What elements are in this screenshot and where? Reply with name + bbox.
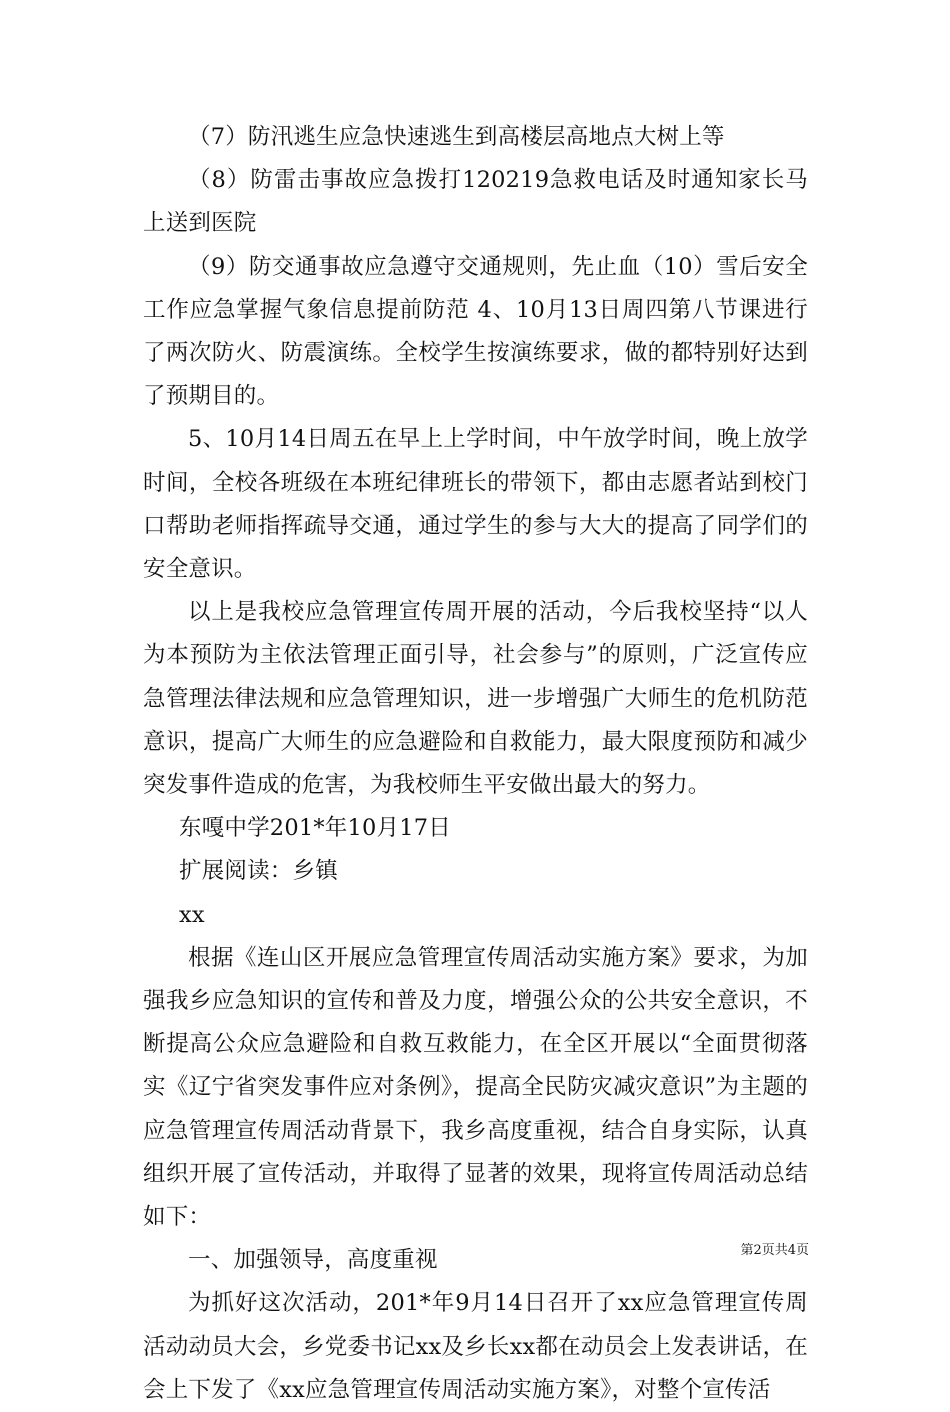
signature-date: 东嘎中学201*年10月17日 bbox=[179, 815, 451, 842]
paragraph-traffic-drill: （9）防交通事故应急遵守交通规则，先止血（10）雪后安全工作应急掌握气象信息提前防范 4、10月13日周四第八节课进行了两次防火、防震演练。全校学生按演练要求，做的都特别好达到了预期目的。 bbox=[143, 253, 808, 410]
paragraph-background: 根据《连山区开展应急管理宣传周活动实施方案》要求，为加强我乡应急知识的宣传和普及力度，增强公众的公共安全意识，不断提高公众应急避险和自救互救能力，在全区开展以“全面贯彻落实《辽宁省突发事件应对条例》，提高全民防灾减灾意识”为主题的应急管理宣传周活动背景下，我乡高度重视，结合自身实际，认真组织开展了宣传活动，并取得了显著的效果，现将宣传周活动总结如下： bbox=[143, 944, 808, 1231]
section-heading-leadership: 一、加强领导，高度重视 bbox=[188, 1247, 438, 1274]
page-number: 第2页共4页 bbox=[740, 1243, 809, 1258]
paragraph-traffic-volunteers: 5、10月14日周五在早上上学时间，中午放学时间，晚上放学时间，全校各班级在本班纪律班长的带领下，都由志愿者站到校门口帮助老师指挥疏导交通，通过学生的参与大大的提高了同学们的安全意识。 bbox=[143, 426, 808, 583]
document-body bbox=[143, 116, 808, 1412]
paragraph-summary: 以上是我校应急管理宣传周开展的活动，今后我校坚持“以人为本预防为主依法管理正面引导，社会参与”的原则，广泛宣传应急管理法律法规和应急管理知识，进一步增强广大师生的危机防范意识，提高广大师生的应急避险和自救能力，最大限度预防和减少突发事件造成的危害，为我校师生平安做出最大的努力。 bbox=[143, 599, 808, 799]
paragraph-flood: （7）防汛逃生应急快速逃生到高楼层高地点大树上等 bbox=[188, 124, 725, 150]
extended-reading-label: 扩展阅读：乡镇 bbox=[179, 858, 338, 885]
paragraph-meeting: 为抓好这次活动，201*年9月14日召开了xx应急管理宣传周活动动员大会，乡党委书记xx及乡长xx都在动员会上发表讲话，在会上下发了《xx应急管理宣传周活动实施方案》，对整个宣传活 bbox=[143, 1290, 808, 1403]
placeholder-name: xx bbox=[179, 901, 205, 928]
paragraph-lightning: （8）防雷击事故应急拨打120219急救电话及时通知家长马上送到医院 bbox=[143, 167, 808, 237]
